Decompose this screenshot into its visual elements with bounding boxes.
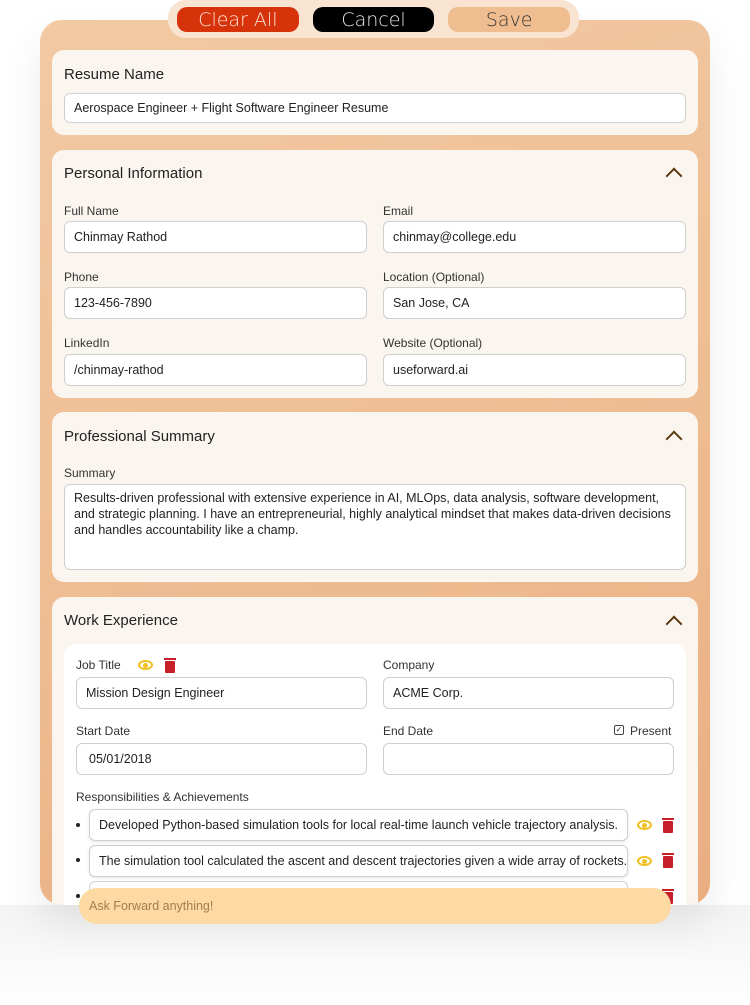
summary-label: Summary [64, 466, 116, 480]
present-checkbox[interactable]: ✓ [615, 725, 623, 734]
phone-label: Phone [64, 270, 99, 284]
clear-all-button[interactable]: Clear All [177, 7, 299, 32]
resume-name-heading: Resume Name [64, 66, 165, 83]
job-entry [64, 644, 686, 905]
website-label: Website (Optional) [383, 336, 483, 350]
bullet [76, 894, 80, 898]
job-title-input[interactable]: Mission Design Engineer [76, 677, 367, 709]
linkedin-input[interactable]: /chinmay-rathod [64, 354, 367, 386]
email-input[interactable]: chinmay@college.edu [383, 221, 686, 253]
full-name-input[interactable]: Chinmay Rathod [64, 221, 367, 253]
linkedin-label: LinkedIn [64, 336, 110, 350]
cancel-button[interactable]: Cancel [313, 7, 435, 32]
summary-heading: Professional Summary [64, 428, 215, 445]
trash-icon[interactable] [663, 821, 673, 833]
full-name-label: Full Name [64, 204, 119, 218]
chevron-up-icon[interactable] [666, 616, 683, 633]
start-date-input[interactable]: 05/01/2018 [76, 743, 367, 775]
ask-forward-input[interactable]: Ask Forward anything! [79, 888, 671, 924]
job-title-label: Job Title [76, 658, 121, 672]
resume-name-input[interactable]: Aerospace Engineer + Flight Software Engineer Resume [64, 93, 686, 123]
resume-editor-panel [40, 20, 710, 905]
phone-input[interactable]: 123-456-7890 [64, 287, 367, 319]
end-date-label: End Date [383, 724, 434, 738]
responsibility-input[interactable]: The simulation tool calculated the ascent and descent trajectories given a wide array of rockets. [89, 845, 628, 877]
save-button[interactable]: Save [448, 7, 570, 32]
trash-icon[interactable] [663, 856, 673, 868]
action-bar [168, 0, 579, 38]
present-label: Present [630, 724, 672, 738]
summary-card [52, 412, 698, 582]
eye-icon[interactable] [637, 856, 652, 866]
location-label: Location (Optional) [383, 270, 485, 284]
chevron-up-icon[interactable] [666, 168, 683, 185]
eye-icon[interactable] [637, 820, 652, 830]
responsibilities-label: Responsibilities & Achievements [76, 790, 249, 804]
resume-name-card [52, 50, 698, 135]
email-label: Email [383, 204, 414, 218]
company-label: Company [383, 658, 435, 672]
personal-info-heading: Personal Information [64, 165, 203, 182]
work-experience-card [52, 597, 698, 905]
bullet [76, 823, 80, 827]
trash-icon[interactable] [165, 661, 175, 673]
work-heading: Work Experience [64, 612, 178, 629]
summary-textarea[interactable]: Results-driven professional with extensive experience in AI, MLOps, data analysis, software development, and strategic planning. I have an entrepreneurial, highly analytical mindset that makes data-driven decisions and handles accountability like a champ. [64, 484, 686, 570]
bullet [76, 858, 80, 862]
website-input[interactable]: useforward.ai [383, 354, 686, 386]
eye-icon[interactable] [138, 660, 153, 670]
responsibility-input[interactable]: Developed Python-based simulation tools for local real-time launch vehicle trajectory analysis. [89, 809, 628, 841]
personal-info-card [52, 150, 698, 398]
company-input[interactable]: ACME Corp. [383, 677, 674, 709]
chevron-up-icon[interactable] [666, 431, 683, 448]
location-input[interactable]: San Jose, CA [383, 287, 686, 319]
end-date-input[interactable] [383, 743, 674, 775]
start-date-label: Start Date [76, 724, 131, 738]
